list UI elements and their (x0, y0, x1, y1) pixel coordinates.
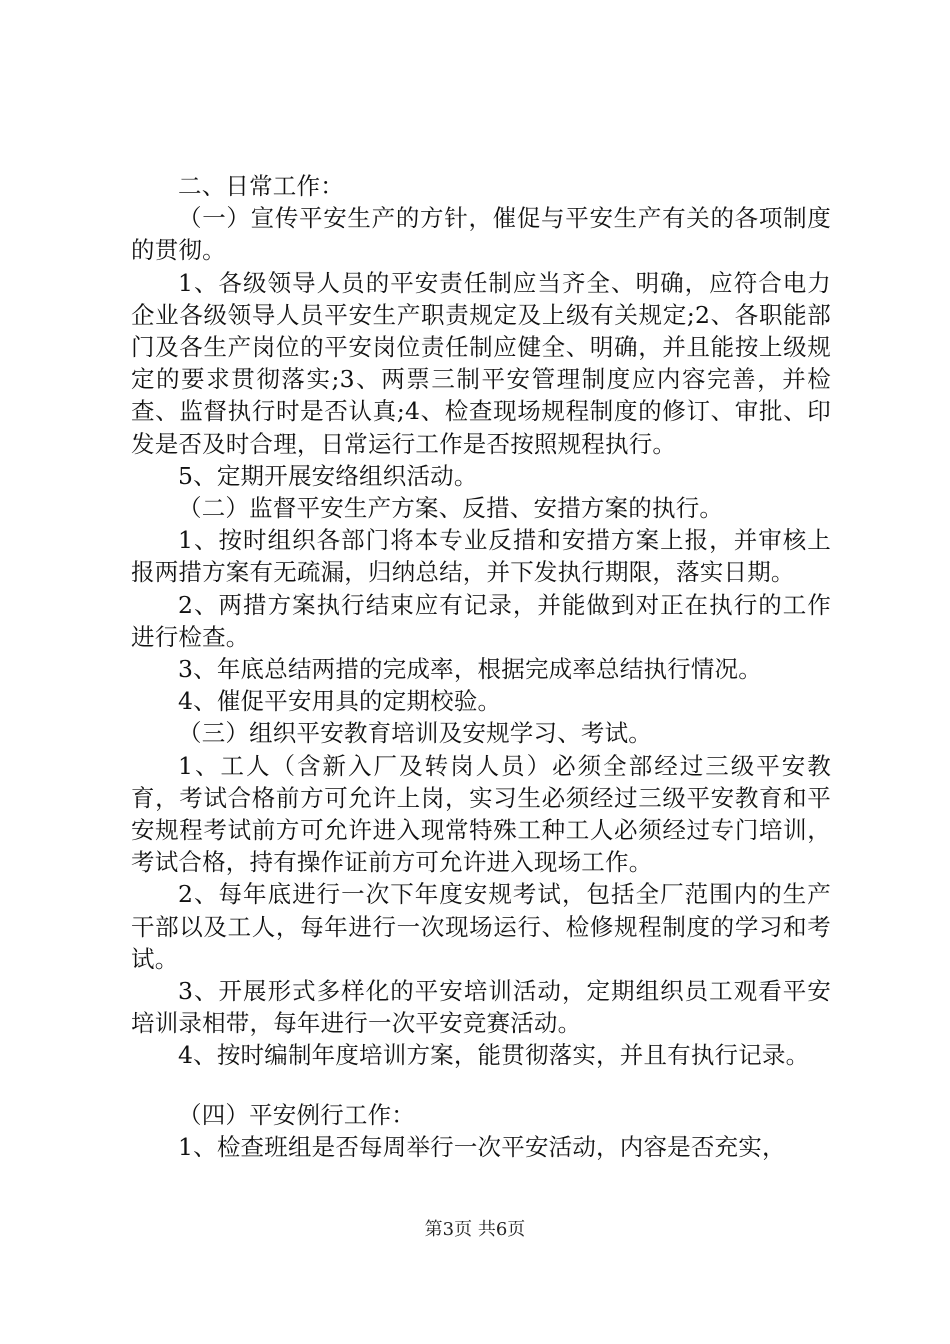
paragraph: 3、年底总结两措的完成率，根据完成率总结执行情况。 (178, 655, 762, 684)
paragraph: 1、检查班组是否每周举行一次平安活动，内容是否充实， (178, 1132, 786, 1161)
subsection-heading: （一）宣传平安生产的方针，催促与平安生产有关的各项制度的贯彻。 (131, 204, 831, 265)
subsection-heading: （三）组织平安教育培训及安规学习、考试。 (178, 719, 652, 748)
paragraph: 2、两措方案执行结束应有记录，并能做到对正在执行的工作进行检查。 (131, 590, 831, 651)
paragraph: 1、各级领导人员的平安责任制应当齐全、明确，应符合电力企业各级领导人员平安生产职责规定及上级有关规定;2、各职能部门及各生产岗位的平安岗位责任制应健全、明确，并且能按上级规定的要求贯彻落实;3、两票三制平安管理制度应内容完善，并检查、监督执行时是否认真;4、检查现场规程制度的修订、审批、印发是否及时合理，日常运行工作是否按照规程执行。 (131, 268, 831, 458)
subsection-heading: （四）平安例行工作： (178, 1100, 415, 1129)
subsection-heading: （二）监督平安生产方案、反措、安措方案的执行。 (178, 494, 724, 523)
paragraph: 2、每年底进行一次下年度安规考试，包括全厂范围内的生产干部以及工人，每年进行一次现场运行、检修规程制度的学习和考试。 (131, 880, 831, 973)
paragraph: 5、定期开展安络组织活动。 (178, 461, 478, 490)
paragraph: 1、工人（含新入厂及转岗人员）必须全部经过三级平安教育，考试合格前方可允许上岗，实习生必须经过三级平安教育和平安规程考试前方可允许进入现常特殊工种工人必须经过专门培训，考试合格，持有操作证前方可允许进入现场工作。 (131, 751, 831, 877)
section-heading: 二、日常工作： (178, 172, 344, 200)
paragraph: 1、按时组织各部门将本专业反措和安措方案上报，并审核上报两措方案有无疏漏，归纳总结，并下发执行期限，落实日期。 (131, 526, 831, 587)
paragraph: 4、催促平安用具的定期校验。 (178, 687, 502, 716)
document-body (131, 170, 831, 1163)
paragraph: 3、开展形式多样化的平安培训活动，定期组织员工观看平安培训录相带，每年进行一次平安竞赛活动。 (131, 977, 831, 1038)
page-footer: 第3页 共6页 (424, 1219, 526, 1240)
paragraph: 4、按时编制年度培训方案，能贯彻落实，并且有执行记录。 (178, 1041, 810, 1070)
paragraph-spacer (131, 1072, 831, 1099)
